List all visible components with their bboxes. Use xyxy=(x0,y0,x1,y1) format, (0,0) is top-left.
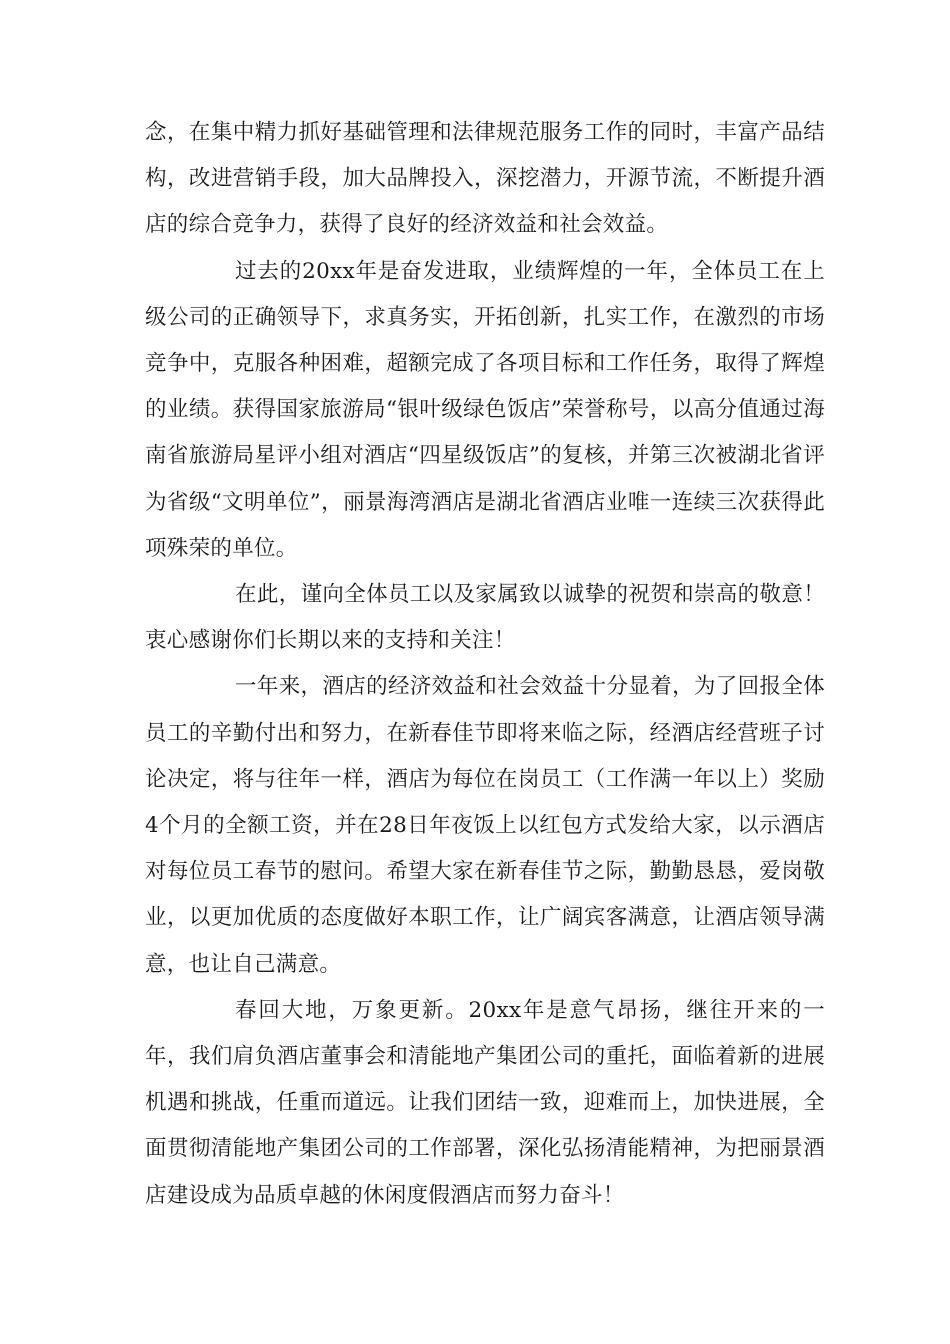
paragraph-2: 过去的20xx年是奋发进取，业绩辉煌的一年，全体员工在上级公司的正确领导下，求真务实，开拓创新，扎实工作，在激烈的市场竞争中，克服各种困难，超额完成了各项目标和工作任务，取得了辉煌的业绩。获得国家旅游局“银叶级绿色饭店”荣誉称号，以高分值通过海南省旅游局星评小组对酒店“四星级饭店”的复核，并第三次被湖北省评为省级“文明单位”，丽景海湾酒店是湖北省酒店业唯一连续三次获得此项殊荣的单位。 xyxy=(145,258,825,561)
paragraph-3: 在此，谨向全体员工以及家属致以诚挚的祝贺和崇高的敬意！衷心感谢你们长期以来的支持和关注！ xyxy=(145,582,825,654)
paragraph-5: 春回大地，万象更新。20xx年是意气昂扬，继往开来的一年，我们肩负酒店董事会和清能地产集团公司的重托，面临着新的进展机遇和挑战，任重而道远。让我们团结一致，迎难而上，加快进展，全面贯彻清能地产集团公司的工作部署，深化弘扬清能精神，为把丽景酒店建设成为品质卓越的休闲度假酒店而努力奋斗！ xyxy=(145,997,825,1208)
paragraph-4: 一年来，酒店的经济效益和社会效益十分显着，为了回报全体员工的辛勤付出和努力，在新春佳节即将来临之际，经酒店经营班子讨论决定，将与往年一样，酒店为每位在岗员工（工作满一年以上）奖励4个月的全额工资，并在28日年夜饭上以红包方式发给大家，以示酒店对每位员工春节的慰问。希望大家在新春佳节之际，勤勤恳恳，爱岗敬业，以更加优质的态度做好本职工作，让广阔宾客满意，让酒店领导满意，也让自己满意。 xyxy=(145,674,825,977)
paragraph-1: 念，在集中精力抓好基础管理和法律规范服务工作的同时，丰富产品结构，改进营销手段，加大品牌投入，深挖潜力，开源节流，不断提升酒店的综合竞争力，获得了良好的经济效益和社会效益。 xyxy=(145,120,825,238)
document-body xyxy=(145,110,825,1219)
